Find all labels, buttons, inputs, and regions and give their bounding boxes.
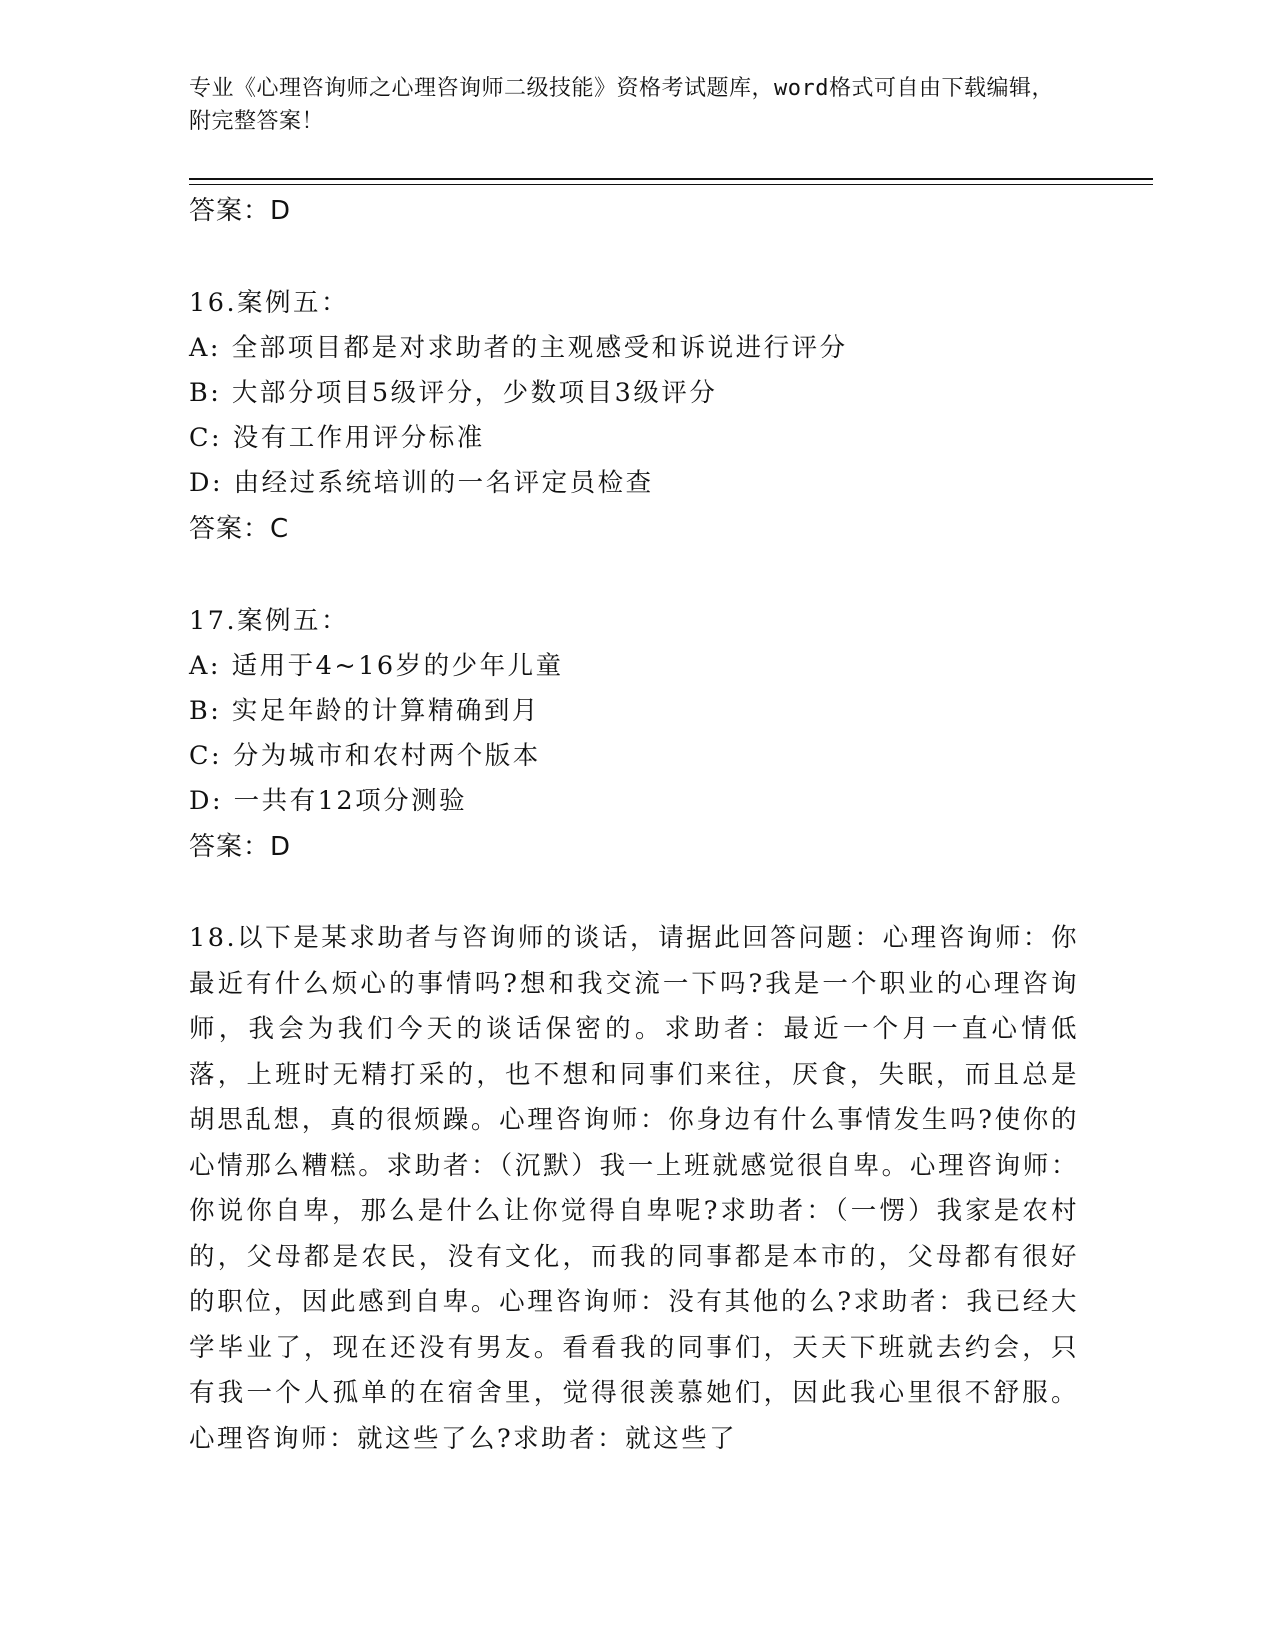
answer-label: 答案：D: [189, 196, 292, 226]
option-a: A: 适用于4~16岁的少年儿童: [189, 651, 564, 681]
question-17: [189, 598, 1089, 870]
question-title: 17.案例五：: [189, 606, 350, 636]
header-divider-thin: [189, 184, 1153, 185]
answer-label: 答案：D: [189, 832, 292, 862]
option-d: D: 一共有12项分测验: [189, 786, 468, 816]
question-16: [189, 280, 1089, 552]
question-list: [189, 188, 1089, 1462]
spacer: [189, 234, 1089, 280]
option-a: A: 全部项目都是对求助者的主观感受和诉说进行评分: [189, 333, 848, 363]
option-c: C: 没有工作用评分标准: [189, 423, 485, 453]
option-b: B: 实足年龄的计算精确到月: [189, 696, 540, 726]
question-18-text: 18.以下是某求助者与咨询师的谈话，请据此回答问题：心理咨询师：你最近有什么烦心的事情吗?想和我交流一下吗?我是一个职业的心理咨询师，我会为我们今天的谈话保密的。求助者：最近一个月一直心情低落，上班时无精打采的，也不想和同事们来往，厌食，失眠，而且总是胡思乱想，真的很烦躁。心理咨询师：你身边有什么事情发生吗?使你的心情那么糟糕。求助者：（沉默）我一上班就感觉很自卑。心理咨询师：你说你自卑，那么是什么让你觉得自卑呢?求助者：（一愣）我家是农村的，父母都是农民，没有文化，而我的同事都是本市的，父母都有很好的职位，因此感到自卑。心理咨询师：没有其他的么?求助者：我已经大学毕业了，现在还没有男友。看看我的同事们，天天下班就去约会，只有我一个人孤单的在宿舍里，觉得很羡慕她们，因此我心里很不舒服。心理咨询师：就这些了么?求助者：就这些了: [189, 923, 1079, 1454]
spacer: [189, 552, 1089, 598]
option-d: D: 由经过系统培训的一名评定员检查: [189, 468, 654, 498]
spacer: [189, 870, 1089, 916]
document-header: 专业《心理咨询师之心理咨询师二级技能》资格考试题库，word格式可自由下载编辑，附完整答案！: [189, 76, 1054, 134]
option-b: B: 大部分项目5级评分，少数项目3级评分: [189, 378, 718, 408]
answer-label: 答案：C: [189, 514, 290, 544]
header-divider-thick: [189, 178, 1153, 180]
question-title: 16.案例五：: [189, 288, 350, 318]
option-c: C: 分为城市和农村两个版本: [189, 741, 541, 771]
